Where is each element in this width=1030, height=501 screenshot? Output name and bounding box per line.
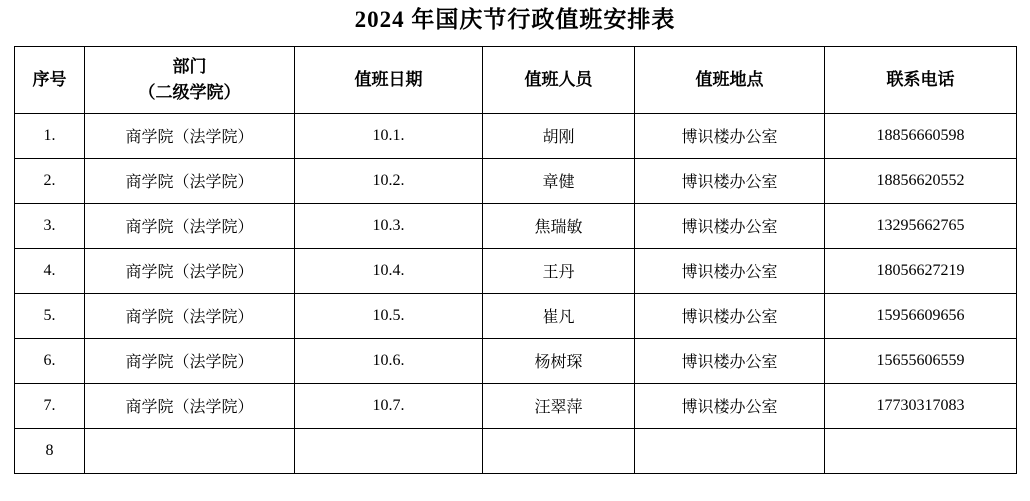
cell-duty-location: 博识楼办公室 [635,248,825,293]
cell-duty-date [295,428,483,473]
cell-duty-location: 博识楼办公室 [635,158,825,203]
cell-duty-location: 博识楼办公室 [635,113,825,158]
cell-contact-phone: 18856660598 [825,113,1017,158]
cell-index: 3. [15,203,85,248]
cell-index: 8 [15,428,85,473]
table-row [15,113,1017,158]
column-header-contact-phone: 联系电话 [825,46,1017,113]
table-row [15,158,1017,203]
column-header-duty-date: 值班日期 [295,46,483,113]
cell-duty-date: 10.1. [295,113,483,158]
cell-department: 商学院（法学院） [85,383,295,428]
cell-duty-staff: 焦瑞敏 [483,203,635,248]
table-row [15,338,1017,383]
cell-index: 2. [15,158,85,203]
column-header-duty-location: 值班地点 [635,46,825,113]
table-row [15,293,1017,338]
cell-contact-phone: 18056627219 [825,248,1017,293]
cell-department: 商学院（法学院） [85,338,295,383]
page-title: 2024 年国庆节行政值班安排表 [354,7,676,32]
column-header-index: 序号 [15,46,85,113]
duty-schedule-table [14,46,1017,474]
cell-duty-staff: 崔凡 [483,293,635,338]
cell-duty-staff: 汪翠萍 [483,383,635,428]
cell-contact-phone: 15956609656 [825,293,1017,338]
table-header-row [15,46,1017,113]
cell-contact-phone: 17730317083 [825,383,1017,428]
cell-duty-location [635,428,825,473]
cell-department: 商学院（法学院） [85,203,295,248]
cell-department: 商学院（法学院） [85,158,295,203]
table-body [15,113,1017,473]
column-header-department-line1: 部门 [172,57,207,77]
cell-contact-phone: 18856620552 [825,158,1017,203]
cell-duty-date: 10.5. [295,293,483,338]
cell-department [85,428,295,473]
cell-department: 商学院（法学院） [85,113,295,158]
cell-department: 商学院（法学院） [85,293,295,338]
cell-index: 1. [15,113,85,158]
table-row [15,203,1017,248]
cell-duty-staff [483,428,635,473]
cell-duty-staff: 胡刚 [483,113,635,158]
cell-duty-date: 10.7. [295,383,483,428]
column-header-duty-staff: 值班人员 [483,46,635,113]
cell-duty-date: 10.2. [295,158,483,203]
cell-duty-date: 10.6. [295,338,483,383]
column-header-department [85,46,295,113]
cell-duty-date: 10.3. [295,203,483,248]
cell-department: 商学院（法学院） [85,248,295,293]
cell-index: 7. [15,383,85,428]
table-header [15,46,1017,113]
cell-duty-location: 博识楼办公室 [635,203,825,248]
cell-index: 6. [15,338,85,383]
cell-contact-phone: 13295662765 [825,203,1017,248]
table-row [15,383,1017,428]
cell-duty-staff: 杨树琛 [483,338,635,383]
cell-duty-location: 博识楼办公室 [635,383,825,428]
cell-duty-date: 10.4. [295,248,483,293]
table-row [15,428,1017,473]
column-header-department-line2: （二级学院） [138,82,241,102]
table-row [15,248,1017,293]
cell-duty-location: 博识楼办公室 [635,338,825,383]
cell-contact-phone [825,428,1017,473]
cell-contact-phone: 15655606559 [825,338,1017,383]
cell-index: 5. [15,293,85,338]
cell-duty-location: 博识楼办公室 [635,293,825,338]
cell-index: 4. [15,248,85,293]
cell-duty-staff: 章健 [483,158,635,203]
cell-duty-staff: 王丹 [483,248,635,293]
